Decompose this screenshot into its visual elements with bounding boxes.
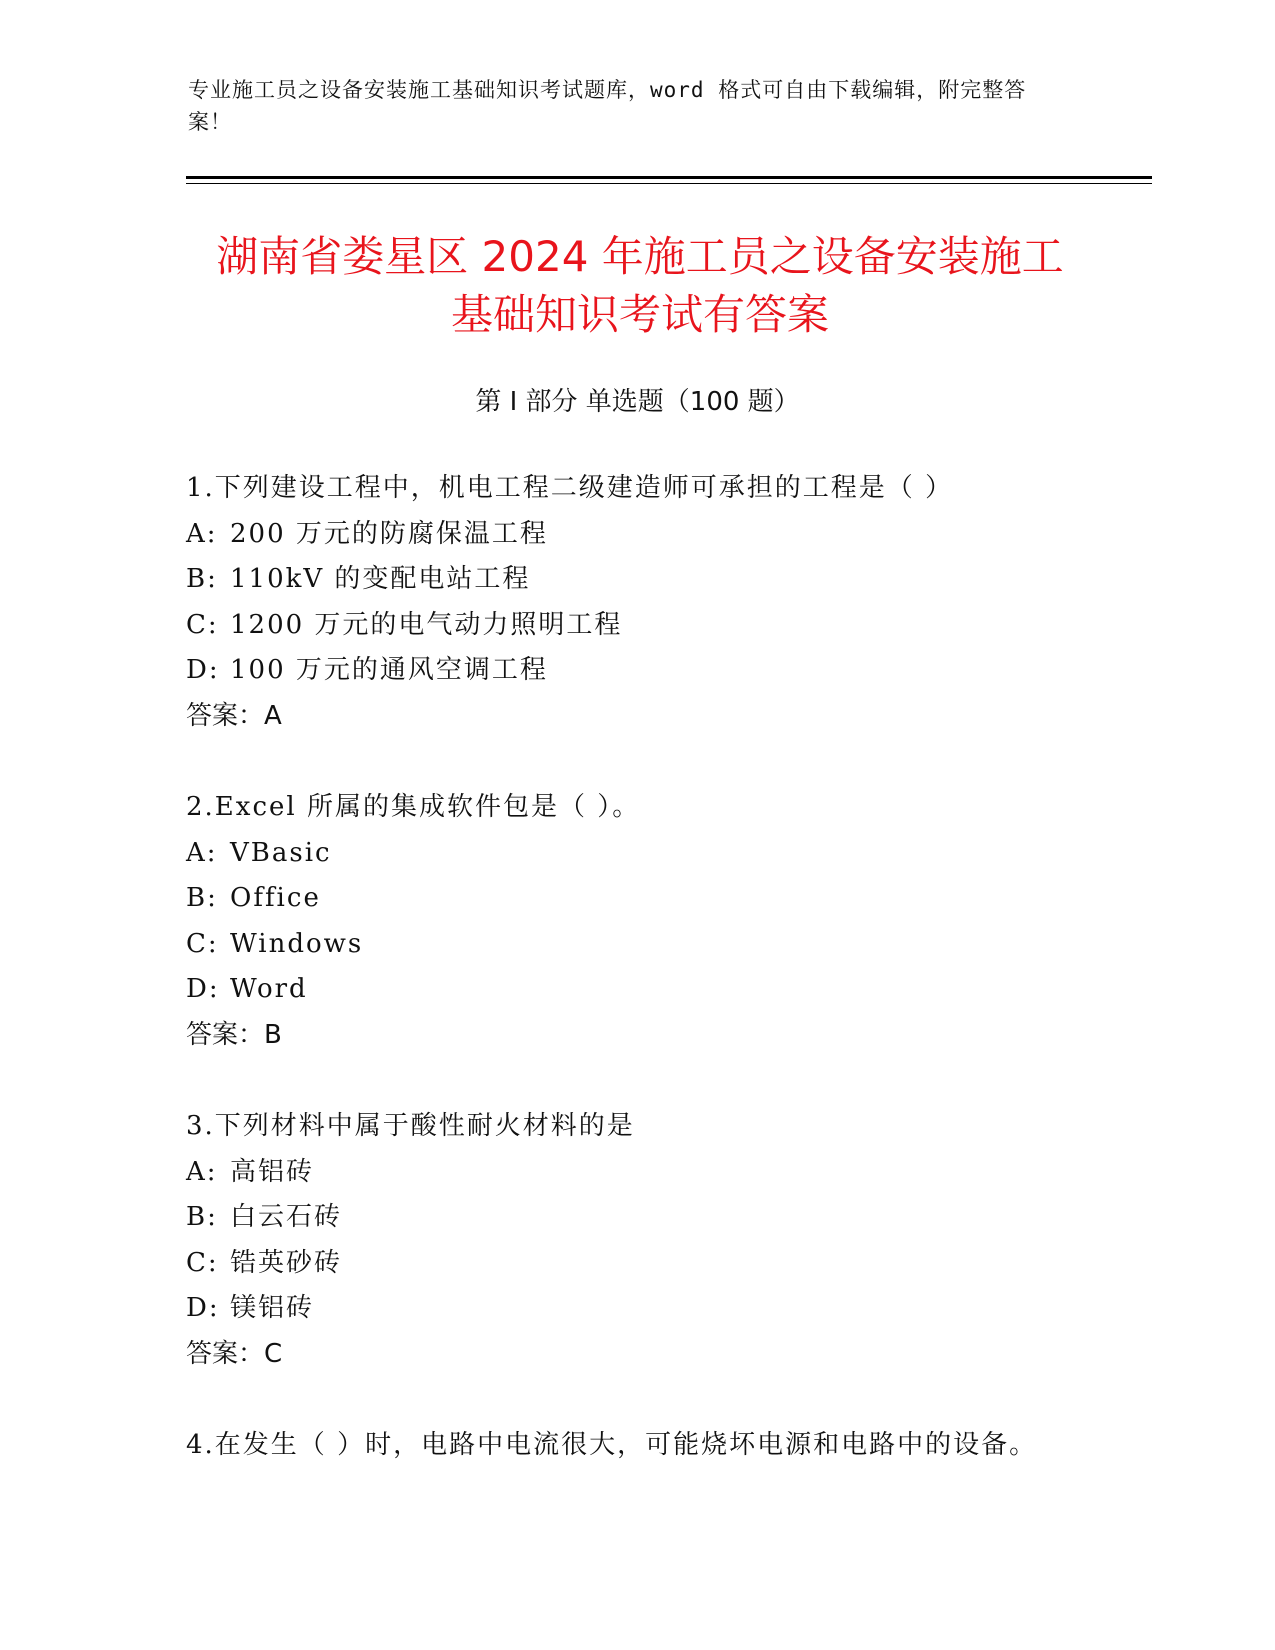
option-text: 1200 万元的电气动力照明工程 [230,609,623,640]
option-c [186,922,1086,968]
header-divider-thin [186,183,1152,184]
option-label: A: [186,1156,218,1187]
option-label: B: [186,1202,218,1233]
option-label: C: [186,1247,219,1278]
option-text: 镁铝砖 [230,1293,315,1324]
option-a [186,1150,1086,1196]
option-text: 白云石砖 [230,1202,343,1233]
option-label: C: [186,609,219,640]
option-label: B: [186,883,218,914]
option-text: Word [230,974,308,1005]
option-c [186,603,1086,649]
option-a [186,512,1086,558]
question-1 [186,466,1086,740]
option-label: C: [186,928,219,959]
option-label: D: [186,655,220,686]
question-stem: 1.下列建设工程中，机电工程二级建造师可承担的工程是（ ） [186,473,954,503]
option-label: D: [186,1293,220,1324]
option-label: D: [186,974,220,1005]
option-d [186,648,1086,694]
option-text: Office [230,883,321,914]
answer: 答案：A [186,700,282,731]
document-title-line-1: 湖南省娄星区 2024 年施工员之设备安装施工 [216,232,1064,281]
option-b [186,557,1086,603]
question-4 [186,1423,1086,1469]
option-text: 100 万元的通风空调工程 [230,655,548,686]
option-d [186,1286,1086,1332]
question-3 [186,1104,1086,1378]
option-b [186,1195,1086,1241]
option-label: A: [186,837,218,868]
document-title-line-2: 基础知识考试有答案 [450,290,829,339]
header-divider-thick [186,176,1152,179]
question-stem: 3.下列材料中属于酸性耐火材料的是 [186,1111,635,1141]
option-text: VBasic [230,837,332,868]
option-label: B: [186,564,218,595]
question-stem: 2.Excel 所属的集成软件包是（ ）。 [186,792,641,822]
option-b [186,876,1086,922]
option-text: 110kV 的变配电站工程 [230,564,531,595]
option-label: A: [186,518,218,549]
option-a [186,831,1086,877]
option-text: Windows [230,928,364,959]
question-2 [186,785,1086,1059]
header-note: 专业施工员之设备安装施工基础知识考试题库，word 格式可自由下载编辑，附完整答案！ [188,78,1027,134]
answer: 答案：B [186,1019,282,1050]
option-d [186,967,1086,1013]
answer: 答案：C [186,1338,283,1369]
option-text: 锆英砂砖 [230,1247,343,1278]
option-text: 200 万元的防腐保温工程 [230,518,548,549]
document-title [160,228,1120,344]
section-heading: 第 I 部分 单选题（100 题） [475,387,800,417]
question-stem: 4.在发生（ ）时，电路中电流很大，可能烧坏电源和电路中的设备。 [186,1430,1038,1460]
option-c [186,1241,1086,1287]
option-text: 高铝砖 [230,1156,315,1187]
